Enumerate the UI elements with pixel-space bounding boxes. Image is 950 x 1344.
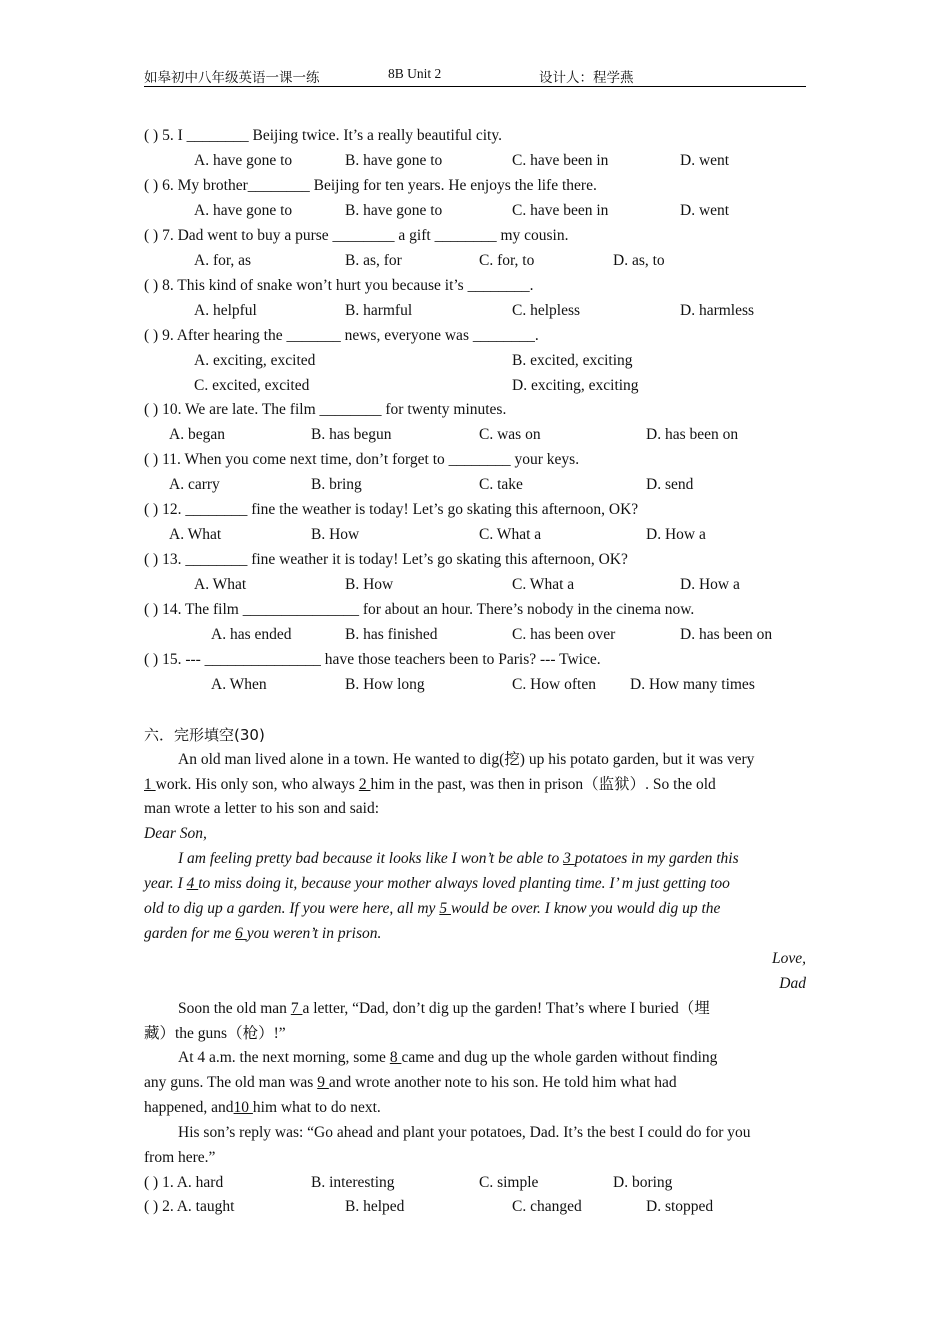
cloze-p2-line1: Soon the old man 7 a letter, “Dad, don’t dig up the garden! That’s where I buried（埋: [178, 1000, 710, 1017]
question-10-stem: ( ) 10. We are late. The film ________ for twenty minutes.: [144, 401, 507, 418]
cloze-q2-option-b: B. helped: [345, 1198, 405, 1215]
q5-option-d: D. went: [680, 152, 730, 169]
blank-9: 9: [317, 1074, 329, 1091]
q14-option-d: D. has been on: [680, 626, 773, 643]
cloze-q1-stem: ( ) 1. A. hard: [144, 1174, 224, 1191]
cloze-q2-option-d: D. stopped: [646, 1198, 714, 1215]
letter-salutation: Dear Son,: [144, 825, 207, 842]
q11-option-a: A. carry: [169, 476, 220, 493]
page-header: [144, 66, 806, 87]
q12-option-a: A. What: [169, 526, 222, 543]
blank-5: 5: [439, 900, 451, 917]
q6-option-d: D. went: [680, 202, 730, 219]
blank-6: 6: [235, 925, 247, 942]
question-9-stem: ( ) 9. After hearing the _______ news, everyone was ________.: [144, 327, 539, 344]
blank-3: 3: [563, 850, 575, 867]
header-school: 如皋初中八年级英语一课一练: [144, 70, 320, 85]
q6-option-b: B. have gone to: [345, 202, 443, 219]
q6-option-a: A. have gone to: [194, 202, 293, 219]
q12-option-c: C. What a: [479, 526, 542, 543]
q12-option-b: B. How: [311, 526, 360, 543]
cloze-p4-line1: His son’s reply was: “Go ahead and plant your potatoes, Dad. It’s the best I could do for you: [178, 1124, 751, 1141]
q14-option-b: B. has finished: [345, 626, 438, 643]
cloze-p3-line1: At 4 a.m. the next morning, some 8 came and dug up the whole garden without finding: [178, 1049, 718, 1066]
question-5-stem: ( ) 5. I ________ Beijing twice. It’s a really beautiful city.: [144, 127, 502, 144]
cloze-p2-line2: 藏）the guns（枪）!”: [144, 1025, 286, 1042]
q15-option-a: A. When: [211, 676, 267, 693]
q5-option-c: C. have been in: [512, 152, 609, 169]
q10-option-d: D. has been on: [646, 426, 739, 443]
blank-8: 8: [389, 1049, 402, 1066]
letter-line1: I am feeling pretty bad because it looks like I won’t be able to 3 potatoes in my garden this: [178, 850, 739, 867]
q7-option-d: D. as, to: [613, 252, 665, 269]
q10-option-a: A. began: [169, 426, 225, 443]
q7-option-b: B. as, for: [345, 252, 402, 269]
q14-option-c: C. has been over: [512, 626, 616, 643]
question-6-stem: ( ) 6. My brother________ Beijing for ten years. He enjoys the life there.: [144, 177, 597, 194]
q5-option-b: B. have gone to: [345, 152, 443, 169]
cloze-q1-option-d: D. boring: [613, 1174, 673, 1191]
q11-option-c: C. take: [479, 476, 523, 493]
q11-option-b: B. bring: [311, 476, 362, 493]
letter-signature: Dad: [779, 975, 806, 992]
q8-option-a: A. helpful: [194, 302, 257, 319]
q12-option-d: D. How a: [646, 526, 706, 543]
q10-option-b: B. has begun: [311, 426, 392, 443]
q7-option-a: A. for, as: [194, 252, 252, 269]
question-14-stem: ( ) 14. The film _______________ for about an hour. There’s nobody in the cinema now.: [144, 601, 695, 618]
header-designer: 设计人：程学燕: [539, 70, 634, 85]
question-12-stem: ( ) 12. ________ fine the weather is today! Let’s go skating this afternoon, OK?: [144, 501, 639, 518]
question-15-stem: ( ) 15. --- _______________ have those teachers been to Paris? --- Twice.: [144, 651, 601, 668]
question-11-stem: ( ) 11. When you come next time, don’t forget to ________ your keys.: [144, 451, 580, 468]
cloze-p1-line2: 1 work. His only son, who always 2 him in the past, was then in prison（监狱）. So the old: [144, 776, 716, 793]
cloze-p4-line2: from here.”: [144, 1149, 216, 1166]
cloze-q1-option-b: B. interesting: [311, 1174, 395, 1191]
q9-option-a: A. exciting, excited: [194, 352, 316, 369]
cloze-q1-option-c: C. simple: [479, 1174, 539, 1191]
q13-option-c: C. What a: [512, 576, 575, 593]
q8-option-d: D. harmless: [680, 302, 755, 319]
q15-option-d: D. How many times: [630, 676, 755, 693]
cloze-q2-stem: ( ) 2. A. taught: [144, 1198, 235, 1215]
question-13-stem: ( ) 13. ________ fine weather it is today! Let’s go skating this afternoon, OK?: [144, 551, 628, 568]
cloze-p3-line2: any guns. The old man was 9 and wrote another note to his son. He told him what had: [144, 1074, 677, 1091]
q10-option-c: C. was on: [479, 426, 541, 443]
q15-option-b: B. How long: [345, 676, 425, 693]
blank-2: 2: [358, 776, 371, 793]
cloze-p3-line3: happened, and10 him what to do next.: [144, 1099, 381, 1116]
q13-option-b: B. How: [345, 576, 394, 593]
q11-option-d: D. send: [646, 476, 694, 493]
question-7-stem: ( ) 7. Dad went to buy a purse ________ a gift ________ my cousin.: [144, 227, 569, 244]
q14-option-a: A. has ended: [211, 626, 292, 643]
letter-line2: year. I 4 to miss doing it, because your mother always loved planting time. I’ m just getting too: [144, 875, 730, 892]
q13-option-d: D. How a: [680, 576, 740, 593]
blank-10: 10: [233, 1099, 253, 1116]
header-unit: 8B Unit 2: [388, 66, 442, 81]
q5-option-a: A. have gone to: [194, 152, 293, 169]
cloze-q2-option-c: C. changed: [512, 1198, 582, 1215]
section-title-cloze: 六．完形填空(30): [144, 726, 265, 744]
q8-option-c: C. helpless: [512, 302, 581, 319]
letter-line3: old to dig up a garden. If you were here, all my 5 would be over. I know you would dig up the: [144, 900, 721, 917]
q8-option-b: B. harmful: [345, 302, 413, 319]
letter-closing: Love,: [771, 950, 806, 967]
letter-line4: garden for me 6 you weren’t in prison.: [144, 925, 382, 942]
blank-1: 1: [144, 776, 156, 793]
question-8-stem: ( ) 8. This kind of snake won’t hurt you because it’s ________.: [144, 277, 534, 294]
q9-option-c: C. excited, excited: [194, 377, 310, 394]
blank-4: 4: [186, 875, 199, 892]
cloze-p1-line3: man wrote a letter to his son and said:: [144, 800, 380, 817]
q6-option-c: C. have been in: [512, 202, 609, 219]
blank-7: 7: [290, 1000, 303, 1017]
q13-option-a: A. What: [194, 576, 247, 593]
q9-option-d: D. exciting, exciting: [512, 377, 639, 394]
q7-option-c: C. for, to: [479, 252, 535, 269]
cloze-p1-line1: An old man lived alone in a town. He wanted to dig(挖) up his potato garden, but it was very: [178, 751, 755, 768]
q9-option-b: B. excited, exciting: [512, 352, 633, 369]
q15-option-c: C. How often: [512, 676, 596, 693]
